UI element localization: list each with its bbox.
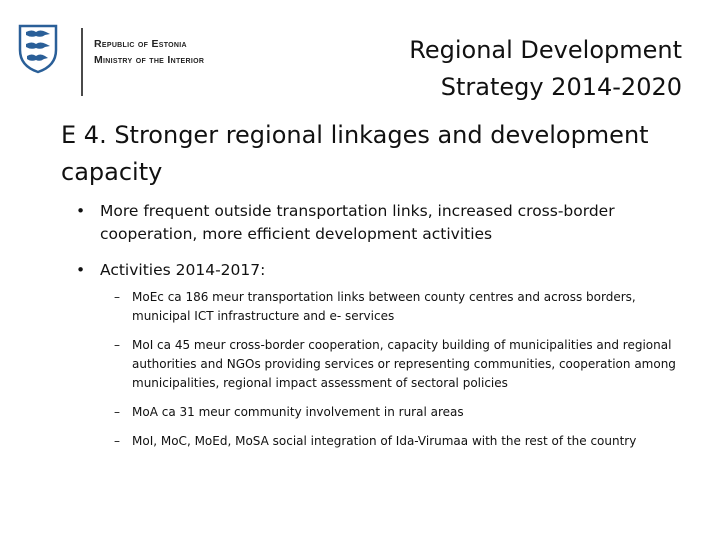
logo-line-1: Republic of Estonia [94, 38, 187, 50]
slide-title [409, 32, 682, 106]
logo-divider [81, 28, 83, 96]
dash-icon: – [114, 338, 120, 352]
bullet-text: More frequent outside transportation links, increased cross-border cooperation, more efficient development activities [100, 202, 615, 243]
bullet-icon: • [76, 202, 86, 220]
sub-item-list [114, 288, 694, 461]
logo-text [94, 36, 204, 68]
bullet-item [76, 259, 686, 282]
sub-item [114, 432, 694, 451]
sub-item [114, 288, 694, 326]
sub-item [114, 336, 694, 393]
bullet-icon: • [76, 261, 86, 279]
sub-item-text: MoEc ca 186 meur transportation links between county centres and across borders, municipal ICT infrastructure and e- services [132, 290, 636, 323]
coat-of-arms-icon [18, 24, 58, 74]
bullet-item [76, 200, 686, 246]
sub-item-text: MoI, MoC, MoEd, MoSA social integration of Ida-Virumaa with the rest of the country [132, 434, 637, 448]
ministry-logo [18, 14, 238, 86]
title-line-2: Strategy 2014-2020 [440, 73, 682, 101]
sub-item-text: MoA ca 31 meur community involvement in rural areas [132, 405, 464, 419]
bullet-list [76, 200, 686, 295]
sub-item [114, 403, 694, 422]
dash-icon: – [114, 290, 120, 304]
dash-icon: – [114, 405, 120, 419]
bullet-text: Activities 2014-2017: [100, 261, 266, 279]
dash-icon: – [114, 434, 120, 448]
title-line-1: Regional Development [409, 36, 682, 64]
sub-item-text: MoI ca 45 meur cross-border cooperation, capacity building of municipalities and regional authorities and NGOs providing services or representing communities, cooperation among municipalities, regional impact assessment of sectoral policies [132, 338, 676, 390]
section-heading: E 4. Stronger regional linkages and development capacity [61, 121, 649, 186]
logo-line-2: Ministry of the Interior [94, 54, 205, 66]
